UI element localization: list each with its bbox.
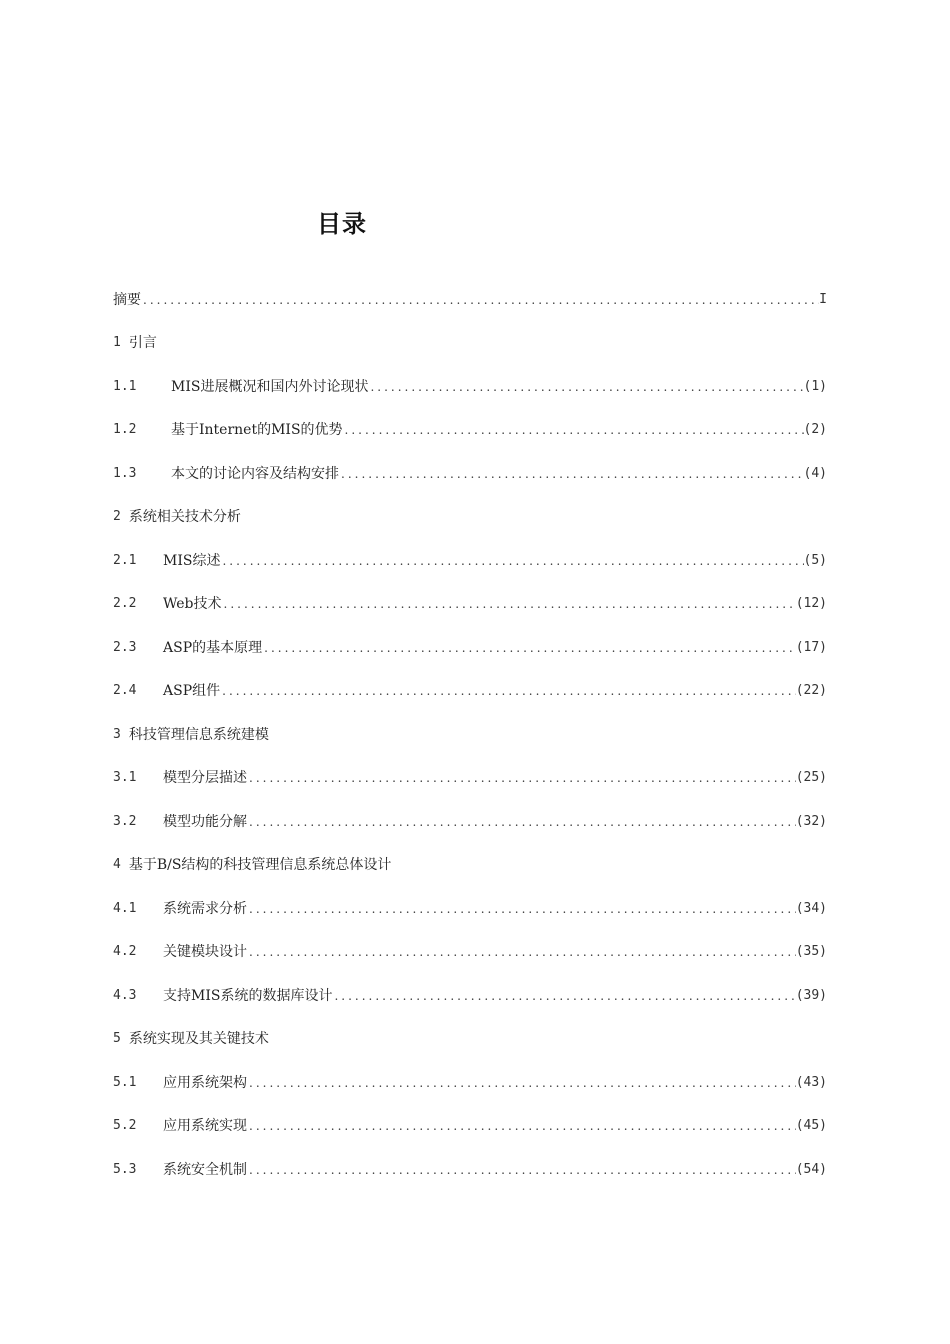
toc-entry-number: 5 [113, 1031, 121, 1047]
toc-dot-leader [247, 900, 796, 918]
toc-page-number: (12) [795, 596, 827, 612]
toc-entry-title: 模型功能分解 [163, 813, 247, 830]
toc-dot-leader [247, 1117, 796, 1135]
toc-dot-leader [220, 552, 803, 570]
toc-entry-number: 4.3 [113, 987, 137, 1003]
toc-entry [113, 931, 827, 975]
toc-entry [113, 365, 827, 409]
toc-entry [113, 1148, 827, 1192]
toc-dot-leader [368, 378, 803, 396]
toc-entry-title: Web技术 [163, 596, 222, 613]
toc-entry-title: 摘要 [113, 291, 141, 308]
toc-entry [113, 626, 827, 670]
toc-page-number: (1) [803, 378, 827, 394]
toc-entry-title: 模型分层描述 [163, 770, 247, 787]
toc-entry-number: 5.1 [113, 1074, 137, 1090]
toc-entry [113, 539, 827, 583]
toc-entry-number: 3.2 [113, 813, 137, 829]
toc-entry-title: 基于B/S结构的科技管理信息系统总体设计 [128, 857, 392, 874]
toc-entry-title: 引言 [128, 335, 157, 352]
toc-entry-title: 支持MIS系统的数据库设计 [163, 987, 333, 1004]
toc-entry-number: 1.1 [113, 378, 137, 394]
toc-page-number: (35) [795, 944, 827, 960]
toc-entry-title: 系统安全机制 [163, 1161, 247, 1178]
toc-entry-number: 2.4 [113, 683, 137, 699]
toc-entry-number: 4.1 [113, 900, 137, 916]
toc-entry-number: 4 [113, 857, 121, 873]
toc-entry [113, 409, 827, 453]
toc-entry-title: MIS综述 [163, 552, 221, 569]
toc-page-number: (43) [795, 1074, 827, 1090]
toc-entry-title: 系统实现及其关键技术 [128, 1031, 269, 1048]
toc-dot-leader [247, 769, 796, 787]
toc-entry-title: MIS进展概况和国内外讨论现状 [171, 378, 369, 395]
toc-entry [113, 974, 827, 1018]
toc-entry-title: 基于Internet的MIS的优势 [171, 422, 343, 439]
toc-entry-number: 1 [113, 335, 121, 351]
toc-dot-leader [343, 421, 804, 439]
toc-page-number: (32) [795, 813, 827, 829]
toc-page-number: (54) [795, 1161, 827, 1177]
toc-entry [113, 452, 827, 496]
toc-entry [113, 1061, 827, 1105]
toc-entry-number: 5.2 [113, 1118, 137, 1134]
toc-entry-title: 系统需求分析 [163, 900, 247, 917]
toc-entry-title: 本文的讨论内容及结构安排 [171, 465, 339, 482]
toc-chapter-heading [113, 1018, 827, 1062]
toc-dot-leader [222, 595, 796, 613]
toc-entry-number: 3.1 [113, 770, 137, 786]
toc-entry [113, 278, 827, 322]
toc-entry-number: 5.3 [113, 1161, 137, 1177]
toc-page-number: I [819, 291, 827, 307]
toc-chapter-heading [113, 496, 827, 540]
toc-dot-leader [247, 1074, 796, 1092]
toc-entry [113, 1105, 827, 1149]
toc-entry [113, 670, 827, 714]
toc-page-number: (22) [795, 683, 827, 699]
toc-chapter-heading [113, 844, 827, 888]
toc-entry-number: 1.2 [113, 422, 137, 438]
toc-page-number: (2) [803, 422, 827, 438]
toc-entry-number: 4.2 [113, 944, 137, 960]
toc-entry-number: 2.1 [113, 552, 137, 568]
toc-dot-leader [262, 639, 796, 657]
toc-page-number: (39) [795, 987, 827, 1003]
toc-entry-number: 2.3 [113, 639, 137, 655]
toc-dot-leader [339, 465, 804, 483]
toc-page-number: (45) [795, 1118, 827, 1134]
toc-dot-leader [247, 1161, 796, 1179]
toc-entry-title: 应用系统实现 [163, 1118, 247, 1135]
table-of-contents [113, 278, 827, 1192]
toc-entry-title: 应用系统架构 [163, 1074, 247, 1091]
toc-dot-leader [220, 682, 796, 700]
page-title: 目录 [317, 210, 367, 238]
toc-page-number: (5) [803, 552, 827, 568]
toc-page-number: (34) [795, 900, 827, 916]
toc-entry-title: ASP组件 [163, 683, 221, 700]
toc-entry [113, 800, 827, 844]
toc-dot-leader [247, 943, 796, 961]
toc-entry-title: 科技管理信息系统建模 [128, 726, 269, 743]
toc-entry [113, 757, 827, 801]
toc-entry-title: 系统相关技术分析 [128, 509, 241, 526]
toc-entry-title: ASP的基本原理 [163, 639, 263, 656]
toc-dot-leader [247, 813, 796, 831]
toc-entry-number: 3 [113, 726, 121, 742]
toc-page-number: (17) [795, 639, 827, 655]
toc-page-number: (4) [803, 465, 827, 481]
toc-dot-leader [141, 291, 819, 309]
toc-entry [113, 887, 827, 931]
toc-entry [113, 583, 827, 627]
toc-entry-title: 关键模块设计 [163, 944, 247, 961]
toc-chapter-heading [113, 713, 827, 757]
toc-page-number: (25) [795, 770, 827, 786]
toc-dot-leader [332, 987, 795, 1005]
toc-entry-number: 1.3 [113, 465, 137, 481]
toc-entry-number: 2.2 [113, 596, 137, 612]
toc-entry-number: 2 [113, 509, 121, 525]
toc-chapter-heading [113, 322, 827, 366]
